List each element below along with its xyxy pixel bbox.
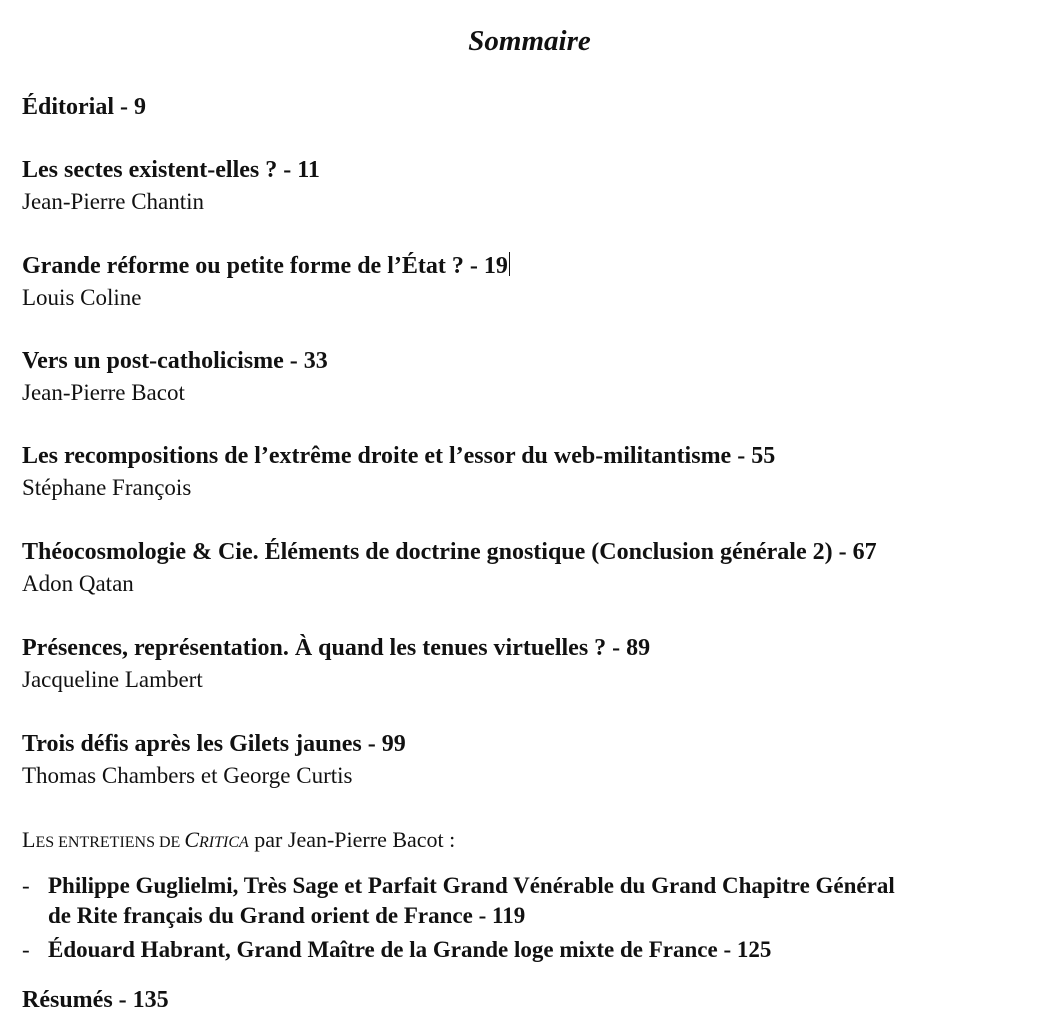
entry-author: Adon Qatan <box>22 571 134 596</box>
entry-title-text: Grande réforme ou petite forme de l’État ? - 19 <box>22 253 508 279</box>
toc-entry[interactable] <box>22 729 406 791</box>
interviews-heading <box>22 826 455 857</box>
entry-title: Trois défis après les Gilets jaunes - 99 <box>22 731 406 757</box>
entry-author: Thomas Chambers et George Curtis <box>22 763 353 788</box>
dash-bullet: - <box>22 937 30 962</box>
toc-entry[interactable] <box>22 251 510 313</box>
entry-title: Les sectes existent-elles ? - 11 <box>22 157 320 183</box>
interview-title-line1: Philippe Guglielmi, Très Sage et Parfait Grand Vénérable du Grand Chapitre Général <box>48 873 895 898</box>
dash-bullet: - <box>22 873 30 898</box>
entry-title-with-cursor <box>22 251 510 281</box>
interview-title-line2: de Rite français du Grand orient de France - 119 <box>48 903 526 928</box>
entry-author: Jean-Pierre Chantin <box>22 189 205 214</box>
entry-title: Présences, représentation. À quand les tenues virtuelles ? - 89 <box>22 635 651 661</box>
entry-title: Éditorial - 9 <box>22 94 146 120</box>
heading-smallcaps: ES ENTRETIENS DE <box>35 834 185 851</box>
heading-rest: par Jean-Pierre Bacot : <box>248 827 456 852</box>
interview-item[interactable] <box>22 935 771 965</box>
text-cursor <box>509 252 510 276</box>
heading-initial: L <box>22 827 36 852</box>
toc-entry[interactable] <box>22 537 877 599</box>
entry-author: Louis Coline <box>22 285 142 310</box>
toc-entry[interactable] <box>22 633 650 695</box>
entry-author: Jean-Pierre Bacot <box>22 380 185 405</box>
entry-title: Résumés - 135 <box>22 987 169 1013</box>
toc-entry[interactable] <box>22 441 775 503</box>
toc-entry[interactable] <box>22 346 328 408</box>
journal-name-initial: C <box>184 827 200 852</box>
toc-entry-summaries[interactable] <box>22 985 169 1015</box>
interview-title-line1: Édouard Habrant, Grand Maître de la Grande loge mixte de France - 125 <box>48 937 772 962</box>
entry-author: Stéphane François <box>22 475 192 500</box>
toc-entry[interactable] <box>22 155 320 217</box>
entry-author: Jacqueline Lambert <box>22 667 203 692</box>
toc-entry-editorial[interactable] <box>22 92 146 122</box>
journal-name-smallcaps: RITICA <box>199 834 249 851</box>
entry-title: Vers un post-catholicisme - 33 <box>22 348 328 374</box>
entry-title: Les recompositions de l’extrême droite et l’essor du web-militantisme - 55 <box>22 443 776 469</box>
entry-title: Théocosmologie & Cie. Éléments de doctrine gnostique (Conclusion générale 2) - 67 <box>22 539 877 565</box>
interview-item-continuation <box>48 901 525 931</box>
page-title: Sommaire <box>468 25 591 57</box>
interview-item[interactable] <box>22 871 895 901</box>
